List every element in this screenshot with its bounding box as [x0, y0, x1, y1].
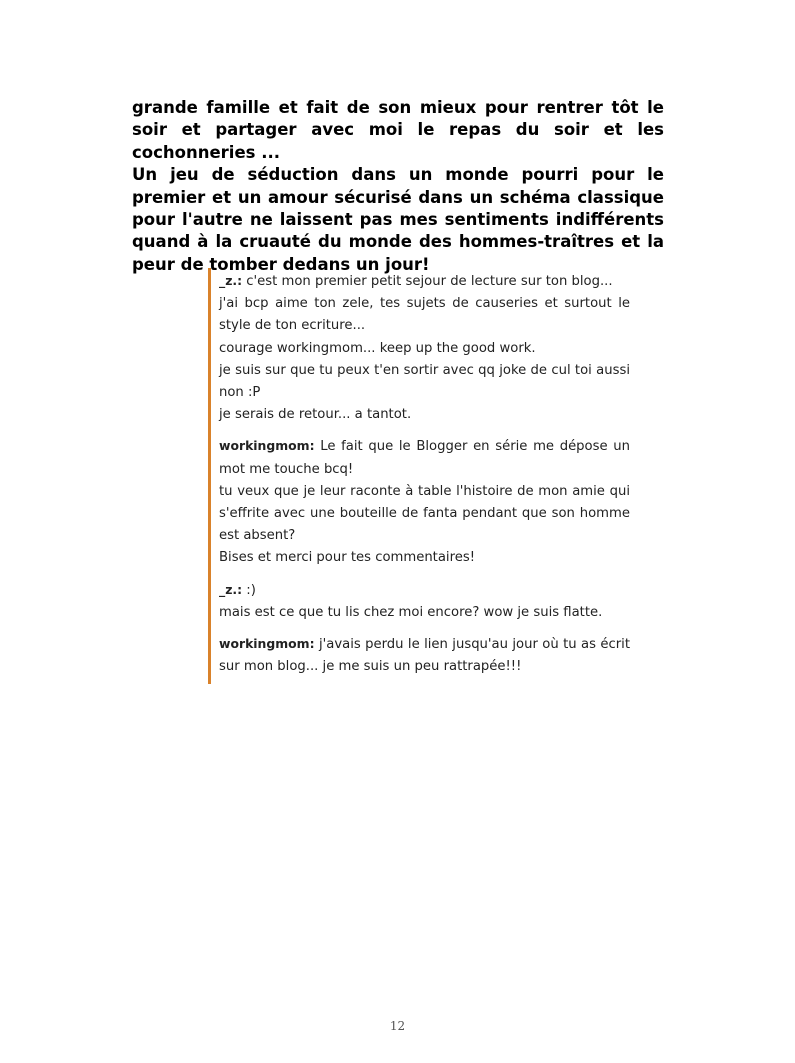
- comments-block: [208, 268, 630, 684]
- body-text: [132, 97, 664, 276]
- comment-author: _z.:: [219, 273, 243, 288]
- paragraph-2: Un jeu de séduction dans un monde pourri pour le premier et un amour sécurisé dans un schéma classique pour l'autre ne laissent pas mes sentiments indifférents quand à la cruauté du monde des hommes-traîtres et la peur de tomber dedans un jour!: [132, 165, 664, 274]
- comment-4: [219, 633, 630, 678]
- page-number: 12: [389, 1019, 406, 1033]
- comment-2: [219, 435, 630, 569]
- comment-text: Le fait que le Blogger en série me dépose un mot me touche bcq! tu veux que je leur raconte à table l'histoire de mon amie qui s'effrite avec une bouteille de fanta pendant que son homme est absent? Bises et merci pour tes commentaires!: [219, 439, 630, 566]
- comment-1: [219, 270, 630, 426]
- comment-text: :) mais est ce que tu lis chez moi encore? wow je suis flatte.: [219, 582, 603, 620]
- comment-author: workingmom:: [219, 438, 315, 454]
- comment-author: _z.:: [219, 581, 243, 597]
- paragraph-1: grande famille et fait de son mieux pour rentrer tôt le soir et partager avec moi le repas du soir et les cochonneries ...: [132, 98, 664, 162]
- comment-text: j'avais perdu le lien jusqu'au jour où tu as écrit sur mon blog... je me suis un peu rattrapée!!!: [219, 637, 630, 675]
- comment-text: c'est mon premier petit sejour de lecture sur ton blog... j'ai bcp aime ton zele, tes sujets de causeries et surtout le style de ton ecriture... courage workingmom... keep up the good work. je suis sur que tu peux t'en sortir avec qq joke de cul toi aussi non :P je serais de retour... a tantot.: [219, 274, 630, 423]
- comment-3: [219, 579, 630, 624]
- comment-author: workingmom:: [219, 636, 315, 652]
